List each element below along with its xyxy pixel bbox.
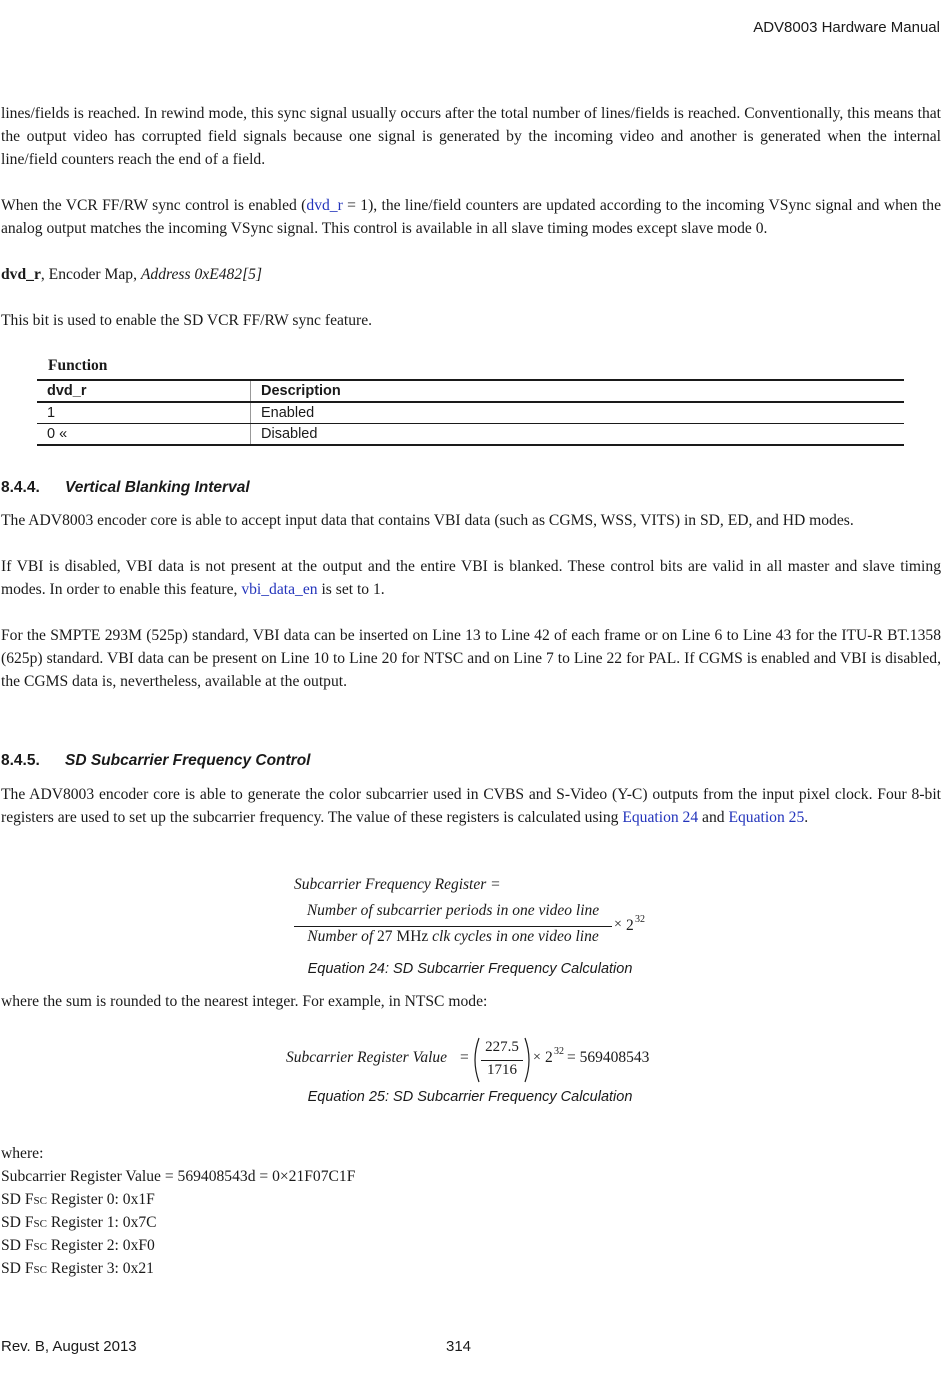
list-subscript: SC xyxy=(33,1218,47,1230)
paragraph-text: = 1), the line/field counters are updated according to the incoming VSync signal and when the analog output matches the incoming VSync signal. This control is available in all slave timing modes except slave mode 0. xyxy=(1,197,941,237)
register-address: Address 0xE482[5] xyxy=(140,266,263,283)
equation-24-base: 2 xyxy=(626,917,634,934)
equation-text: clk cycles in one video line xyxy=(428,928,599,945)
equation-25-link[interactable]: Equation 25 xyxy=(728,809,805,826)
equation-25-result: = 569408543 xyxy=(567,1049,650,1066)
list-item xyxy=(1,1234,155,1259)
section-number: 8.4.5. xyxy=(1,752,40,769)
section-number: 8.4.4. xyxy=(1,479,40,496)
list-text: Register 2: 0xF0 xyxy=(46,1237,155,1254)
table-cell: 1 xyxy=(37,402,251,424)
equation-24-times: × xyxy=(614,917,622,932)
equation-25-caption: Equation 25: SD Subcarrier Frequency Calculation xyxy=(307,1089,633,1105)
footer-page-number: 314 xyxy=(446,1338,472,1355)
list-text: SD F xyxy=(1,1191,34,1208)
function-table-header-row xyxy=(37,380,904,402)
equation-text: Number of xyxy=(307,928,378,945)
paragraph-rewind-mode: lines/fields is reached. In rewind mode, this sync signal usually occurs after the total number of lines/fields is reached. Conventionally, this means that the output video has corrupted field signals because one signal is generated by the incoming video and another is generated when the internal line/field counters reach the end of a field. xyxy=(1,105,941,168)
paragraph-vbi-standards: For the SMPTE 293M (525p) standard, VBI data can be inserted on Line 13 to Line 42 of each frame or on Line 6 to Line 43 for the ITU-R BT.1358 (625p) standard. VBI data can be present on Line 10 to Line 20 for NTSC and on Line 7 to Line 22 for PAL. If CGMS is enabled and VBI is disabled, the CGMS data is, nevertheless, available at the output. xyxy=(1,627,941,690)
list-subscript: SC xyxy=(33,1195,47,1207)
register-name: dvd_r xyxy=(1,266,41,283)
equation-25-exponent: 32 xyxy=(554,1046,564,1057)
function-table-header-cell: Description xyxy=(251,380,905,402)
table-cell: Disabled xyxy=(251,424,905,446)
table-cell: Enabled xyxy=(251,402,905,424)
equation-24-lhs: Subcarrier Frequency Register = xyxy=(294,876,501,893)
section-heading-8-4-5 xyxy=(1,752,310,770)
register-descriptor xyxy=(1,263,941,286)
equation-24-fraction-bar xyxy=(294,926,612,927)
where-label: where: xyxy=(1,1145,44,1162)
function-table-title: Function xyxy=(48,357,108,374)
table-row xyxy=(37,424,904,446)
equation-24-exponent: 32 xyxy=(635,914,645,925)
paragraph-rounding: where the sum is rounded to the nearest integer. For example, in NTSC mode: xyxy=(1,993,488,1010)
equation-25-numerator: 227.5 xyxy=(485,1039,519,1055)
dvd-r-link[interactable]: dvd_r xyxy=(306,197,343,214)
list-text: SD F xyxy=(1,1237,34,1254)
equation-24-numerator: Number of subcarrier periods in one video line xyxy=(306,902,600,919)
paragraph-text: When the VCR FF/RW sync control is enabled ( xyxy=(1,197,307,214)
list-subscript: SC xyxy=(33,1264,47,1276)
paragraph-vbi-disabled xyxy=(1,555,941,601)
list-item xyxy=(1,1257,154,1282)
paragraph-subcarrier-intro xyxy=(1,783,941,829)
list-item xyxy=(1,1211,157,1236)
function-table-header-cell: dvd_r xyxy=(37,380,251,402)
register-value-line: Subcarrier Register Value = 569408543d = 0×21F07C1F xyxy=(1,1168,356,1185)
table-cell: 0 « xyxy=(37,424,251,446)
list-text: SD F xyxy=(1,1260,34,1277)
list-subscript: SC xyxy=(33,1241,47,1253)
section-title: SD Subcarrier Frequency Control xyxy=(65,752,311,769)
paragraph-text: is set to 1. xyxy=(317,581,385,598)
paragraph-vbi-intro: The ADV8003 encoder core is able to accept input data that contains VBI data (such as CGMS, WSS, VITS) in SD, ED, and HD modes. xyxy=(1,512,854,529)
equation-25-denominator: 1716 xyxy=(487,1062,517,1078)
paragraph-text: If VBI is disabled, VBI data is not present at the output and the entire VBI is blanked. These control bits are valid in all master and slave timing modes. In order to enable this feature, xyxy=(1,558,941,598)
equation-24-caption: Equation 24: SD Subcarrier Frequency Calculation xyxy=(307,961,633,977)
paragraph-vcr-sync xyxy=(1,194,941,240)
vbi-data-en-link[interactable]: vbi_data_en xyxy=(241,581,318,598)
paragraph-text: The ADV8003 encoder core is able to generate the color subcarrier used in CVBS and S-Video (Y-C) outputs from the input pixel clock. Four 8-bit registers are used to set up the subcarrier frequency. The value of these registers is calculated using xyxy=(1,786,941,826)
paragraph-text: . xyxy=(804,809,809,826)
page-header-title: ADV8003 Hardware Manual xyxy=(753,19,940,36)
equation-24-denominator xyxy=(294,928,612,946)
right-paren-icon xyxy=(525,1038,529,1082)
left-paren-icon xyxy=(475,1038,479,1082)
list-text: Register 0: 0x1F xyxy=(46,1191,155,1208)
equation-25-times: × xyxy=(533,1050,541,1065)
equation-25-base: 2 xyxy=(545,1049,553,1066)
function-table xyxy=(37,379,904,446)
list-text: SD F xyxy=(1,1214,34,1231)
equation-25-fraction-bar xyxy=(481,1060,523,1061)
table-row xyxy=(37,402,904,424)
footer-revision: Rev. B, August 2013 xyxy=(1,1338,137,1355)
list-text: Register 3: 0x21 xyxy=(46,1260,154,1277)
section-title: Vertical Blanking Interval xyxy=(65,479,250,496)
equation-24-link[interactable]: Equation 24 xyxy=(622,809,699,826)
equation-25-equals: = xyxy=(460,1049,469,1066)
list-item xyxy=(1,1188,155,1213)
section-heading-8-4-4 xyxy=(1,479,250,497)
paragraph-bit-usage: This bit is used to enable the SD VCR FF/RW sync feature. xyxy=(1,312,373,329)
equation-text: 27 MHz xyxy=(377,928,429,945)
equation-25-lhs: Subcarrier Register Value xyxy=(286,1049,448,1066)
list-text: Register 1: 0x7C xyxy=(46,1214,157,1231)
register-map: , Encoder Map, xyxy=(40,266,141,283)
paragraph-text: and xyxy=(698,809,729,826)
